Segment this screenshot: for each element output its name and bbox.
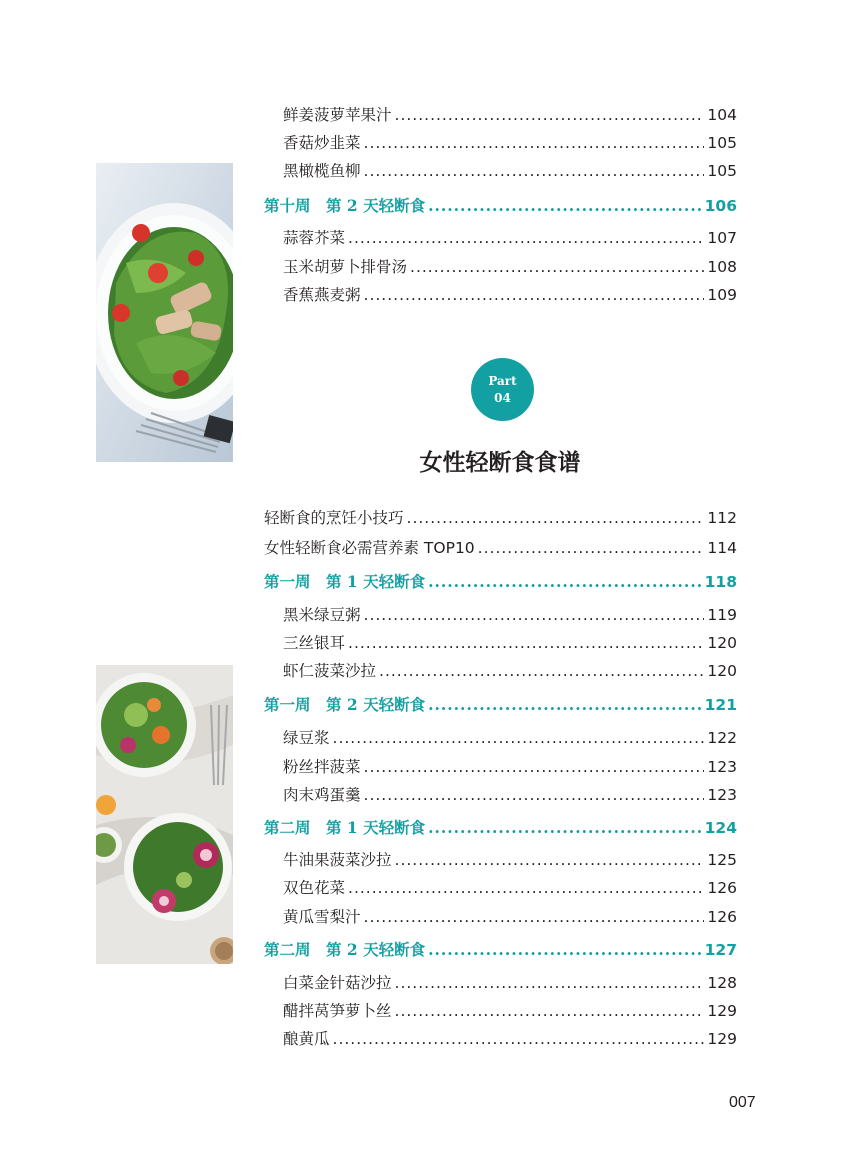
leader-dots [364, 133, 705, 153]
toc-title: 绿豆浆 [283, 729, 330, 747]
leader-dots [333, 728, 705, 748]
toc-page: 129 [707, 1002, 737, 1020]
toc-entry[interactable] [283, 228, 737, 248]
toc-page: 120 [707, 662, 737, 680]
toc-entry[interactable] [283, 1001, 737, 1021]
toc-title: 虾仁菠菜沙拉 [283, 662, 377, 680]
toc-page: 123 [707, 786, 737, 804]
toc-week-heading[interactable] [264, 695, 737, 715]
part-badge [471, 358, 534, 421]
section-title: 女性轻断食食谱 [419, 449, 581, 476]
leader-dots [364, 907, 705, 927]
part-label: Part [488, 373, 517, 388]
toc-title: 粉丝拌菠菜 [283, 758, 361, 776]
toc-entry[interactable] [283, 785, 737, 805]
leader-dots [478, 538, 705, 558]
part-number: 04 [494, 390, 511, 405]
leader-dots [428, 572, 702, 592]
toc-entry[interactable] [283, 257, 737, 277]
page-number: 007 [729, 1094, 756, 1111]
toc-title: 玉米胡萝卜排骨汤 [283, 258, 408, 276]
toc-title: 黄瓜雪梨汁 [283, 908, 361, 926]
toc-title: 白菜金针菇沙拉 [283, 974, 392, 992]
toc-entry[interactable] [283, 1029, 737, 1049]
toc-entry[interactable] [283, 878, 737, 898]
leader-dots [395, 105, 705, 125]
toc-title: 黑橄榄鱼柳 [283, 162, 361, 180]
leader-dots [364, 605, 705, 625]
leader-dots [379, 661, 704, 681]
toc-title: 肉末鸡蛋羹 [283, 786, 361, 804]
leader-dots [395, 850, 705, 870]
leader-dots [407, 508, 705, 528]
toc-page: 119 [707, 606, 737, 624]
toc-page: 124 [704, 819, 737, 837]
toc-title: 蒜蓉芥菜 [283, 229, 346, 247]
leader-dots [348, 228, 704, 248]
toc-page: 122 [707, 729, 737, 747]
toc-entry[interactable] [283, 605, 737, 625]
toc-page: 105 [707, 134, 737, 152]
toc-week-heading[interactable] [264, 818, 737, 838]
toc-entry[interactable] [283, 973, 737, 993]
toc-title: 牛油果菠菜沙拉 [283, 851, 392, 869]
toc-page: 126 [707, 908, 737, 926]
toc-entry[interactable] [283, 907, 737, 927]
toc-page: 118 [704, 573, 737, 591]
toc-page: 125 [707, 851, 737, 869]
toc-title: 香菇炒韭菜 [283, 134, 361, 152]
toc-page: 112 [707, 509, 737, 527]
toc-title: 酿黄瓜 [283, 1030, 330, 1048]
toc-page: 107 [707, 229, 737, 247]
leader-dots [348, 633, 704, 653]
toc-page: 123 [707, 758, 737, 776]
toc-entry[interactable] [264, 508, 737, 528]
toc-title: 双色花菜 [283, 879, 346, 897]
toc-page: 109 [707, 286, 737, 304]
toc-title: 黑米绿豆粥 [283, 606, 361, 624]
leader-dots [428, 196, 702, 216]
toc-title: 鲜姜菠萝苹果汁 [283, 106, 392, 124]
toc-entry[interactable] [283, 661, 737, 681]
leader-dots [364, 285, 705, 305]
toc-page: 128 [707, 974, 737, 992]
toc-entry[interactable] [264, 538, 737, 558]
toc-title: 香蕉燕麦粥 [283, 286, 361, 304]
leader-dots [364, 161, 705, 181]
toc-entry[interactable] [283, 285, 737, 305]
toc-page: 127 [704, 941, 737, 959]
toc-entry[interactable] [283, 633, 737, 653]
toc-entry[interactable] [283, 105, 737, 125]
toc-title: 醋拌莴笋萝卜丝 [283, 1002, 392, 1020]
leader-dots [364, 757, 705, 777]
leader-dots [428, 940, 702, 960]
toc-entry[interactable] [283, 850, 737, 870]
toc-entry[interactable] [283, 133, 737, 153]
toc-title: 第二周 第 1 天轻断食 [264, 818, 426, 837]
toc-title: 第一周 第 2 天轻断食 [264, 695, 426, 714]
toc-entry[interactable] [283, 728, 737, 748]
toc-page: 104 [707, 106, 737, 124]
salad-photo-top [96, 163, 233, 462]
toc-page: 126 [707, 879, 737, 897]
toc-week-heading[interactable] [264, 572, 737, 592]
toc-entry[interactable] [283, 161, 737, 181]
leader-dots [395, 973, 705, 993]
toc-page: 106 [704, 197, 737, 215]
toc-page: 108 [707, 258, 737, 276]
toc-title: 三丝银耳 [283, 634, 346, 652]
leader-dots [348, 878, 704, 898]
toc-title: 第十周 第 2 天轻断食 [264, 196, 426, 215]
toc-title: 第二周 第 2 天轻断食 [264, 940, 426, 959]
salad-photo-bottom [96, 665, 233, 964]
leader-dots [428, 818, 702, 838]
leader-dots [364, 785, 705, 805]
leader-dots [428, 695, 702, 715]
toc-entry[interactable] [283, 757, 737, 777]
toc-title: 轻断食的烹饪小技巧 [264, 509, 404, 527]
toc-week-heading[interactable] [264, 196, 737, 216]
leader-dots [333, 1029, 705, 1049]
toc-title: 第一周 第 1 天轻断食 [264, 572, 426, 591]
toc-page: 129 [707, 1030, 737, 1048]
leader-dots [410, 257, 704, 277]
toc-page: 105 [707, 162, 737, 180]
toc-page: 114 [707, 539, 737, 557]
toc-page: 121 [704, 696, 737, 714]
toc-week-heading[interactable] [264, 940, 737, 960]
toc-title: 女性轻断食必需营养素 TOP10 [264, 539, 475, 557]
toc-page: 120 [707, 634, 737, 652]
leader-dots [395, 1001, 705, 1021]
